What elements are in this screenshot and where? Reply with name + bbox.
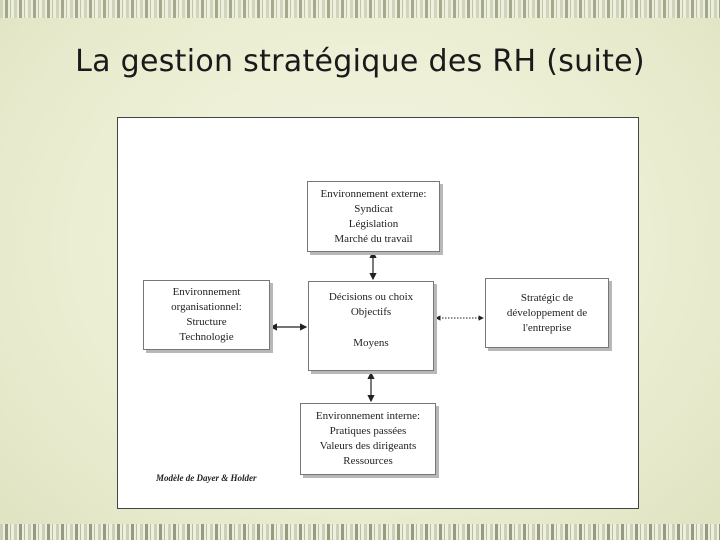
organizational-title-2: organisationnel: <box>171 301 242 313</box>
external-item-marche: Marché du travail <box>334 232 413 245</box>
internal-item-pratiques: Pratiques passées <box>329 425 407 437</box>
top-decorative-stripes <box>0 0 720 18</box>
center-decisions: Décisions ou choix <box>328 291 414 303</box>
slide-title: La gestion stratégique des RH (suite) <box>75 44 645 79</box>
diagram-caption: Modèle de Dayer & Holder <box>156 473 257 483</box>
internal-item-ressources: Ressources <box>343 455 393 467</box>
decisions-box <box>308 281 434 371</box>
organizational-title-1: Environnement <box>172 286 241 298</box>
center-objectifs: Objectifs <box>350 306 392 318</box>
strategy-line-3: l'entreprise <box>522 321 572 334</box>
external-title: Environnement externe: <box>320 187 427 200</box>
bottom-decorative-stripes <box>0 524 720 540</box>
internal-item-valeurs: Valeurs des dirigeants <box>319 440 417 452</box>
organizational-environment-box <box>143 280 270 350</box>
external-item-legislation: Législation <box>348 217 399 230</box>
external-item-syndicat: Syndicat <box>354 202 393 215</box>
strategy-box <box>485 278 609 348</box>
internal-title: Environnement interne: <box>315 410 421 422</box>
internal-environment-box <box>300 403 436 475</box>
diagram-panel <box>117 117 639 509</box>
organizational-item-technologie: Technologie <box>179 331 234 343</box>
center-moyens: Moyens <box>353 337 389 349</box>
external-environment-box <box>307 181 440 252</box>
strategy-line-2: développement de <box>506 306 588 319</box>
organizational-item-structure: Structure <box>186 316 227 328</box>
strategy-line-1: Stratégic de <box>520 291 574 304</box>
